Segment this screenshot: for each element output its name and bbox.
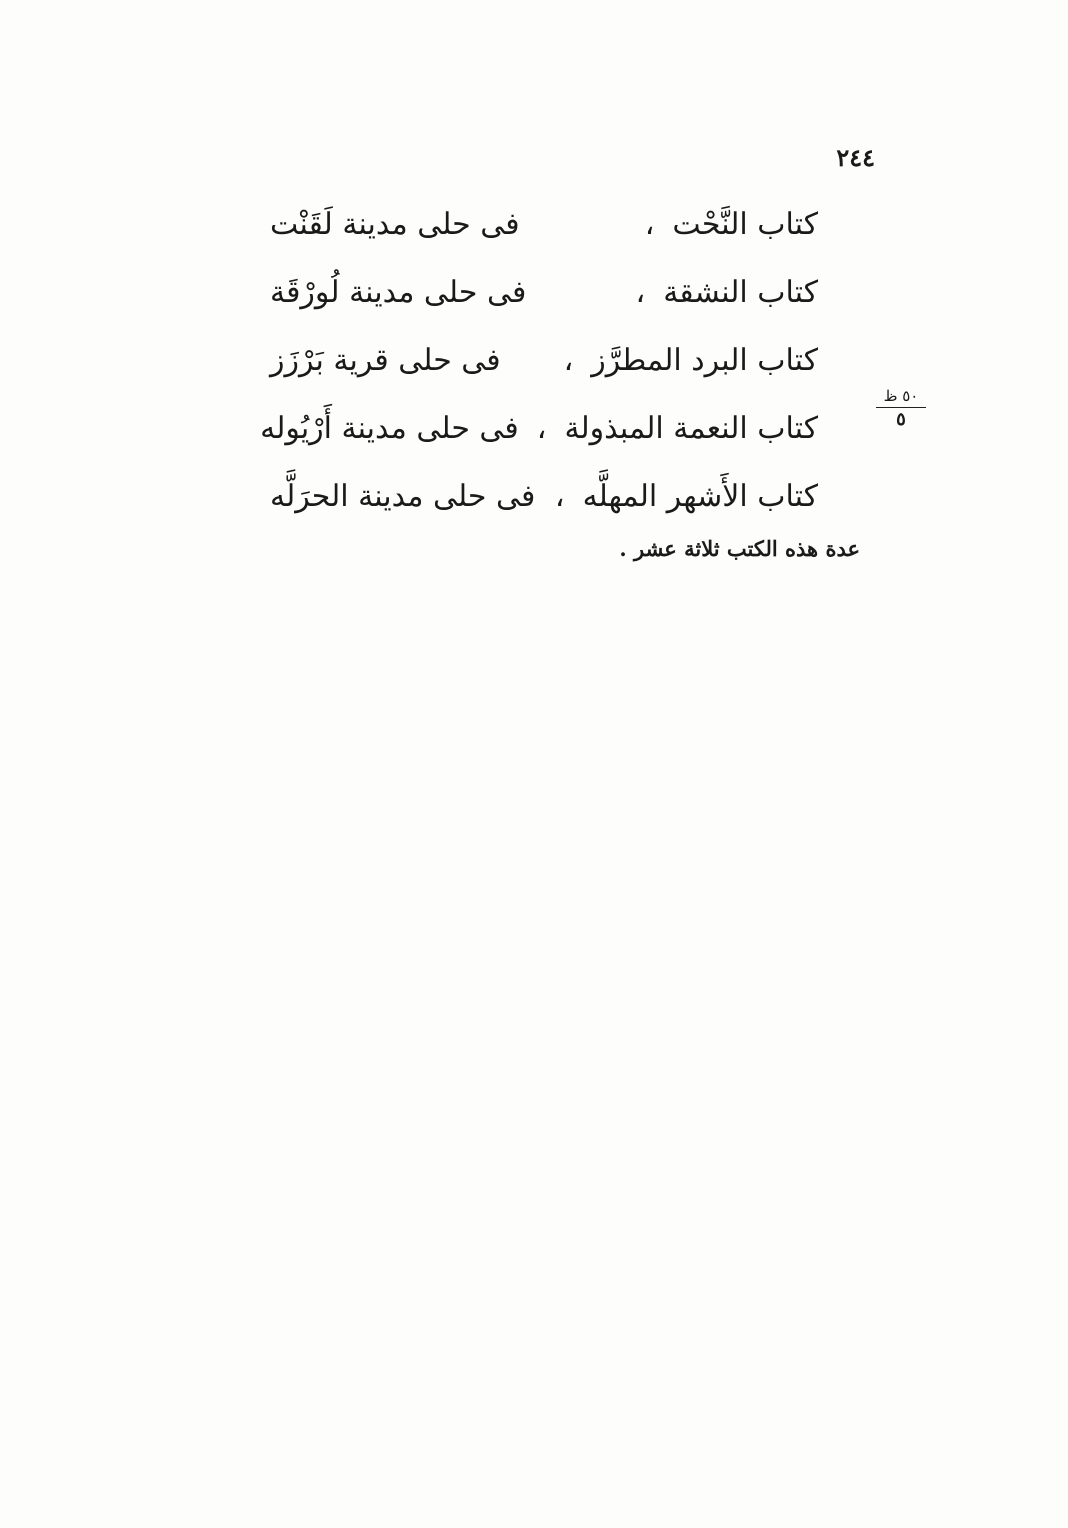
book-place: فى حلى مدينة لَقَنْت bbox=[270, 206, 520, 242]
marginal-note bbox=[876, 387, 926, 432]
book-entry bbox=[618, 275, 819, 310]
separator: ، bbox=[554, 478, 565, 514]
book-title: كتاب النشقة bbox=[663, 274, 818, 310]
list-item bbox=[270, 190, 818, 258]
separator: ، bbox=[536, 410, 547, 446]
book-list bbox=[260, 190, 818, 530]
book-title: كتاب النعمة المبذولة bbox=[564, 410, 818, 446]
summary-line: عدة هذه الكتب ثلاثة عشر . bbox=[619, 536, 860, 561]
book-entry bbox=[546, 343, 818, 378]
book-entry bbox=[627, 207, 818, 242]
page-number: ٢٤٤ bbox=[836, 143, 875, 172]
book-place: فى حلى قرية بَرْزَز bbox=[270, 342, 501, 378]
book-place: فى حلى مدينة الحرَلَّه bbox=[270, 478, 536, 514]
list-item bbox=[270, 462, 818, 530]
folio-reference: ٥٠ ظ bbox=[876, 387, 926, 408]
separator: ، bbox=[644, 206, 655, 242]
book-title: كتاب الأَشهر المهلَّه bbox=[582, 478, 818, 514]
book-place: فى حلى مدينة لُورْقَة bbox=[270, 274, 527, 310]
separator: ، bbox=[635, 274, 646, 310]
book-entry bbox=[519, 411, 818, 446]
book-title: كتاب النَّحْت bbox=[672, 206, 818, 242]
quire-number: ٥ bbox=[896, 409, 906, 430]
list-item bbox=[260, 394, 818, 462]
book-entry bbox=[537, 479, 818, 514]
separator: ، bbox=[563, 342, 574, 378]
list-item bbox=[270, 258, 818, 326]
book-title: كتاب البرد المطرَّز bbox=[591, 342, 818, 378]
list-item bbox=[270, 326, 818, 394]
book-place: فى حلى مدينة أَرْيُوله bbox=[260, 410, 519, 446]
